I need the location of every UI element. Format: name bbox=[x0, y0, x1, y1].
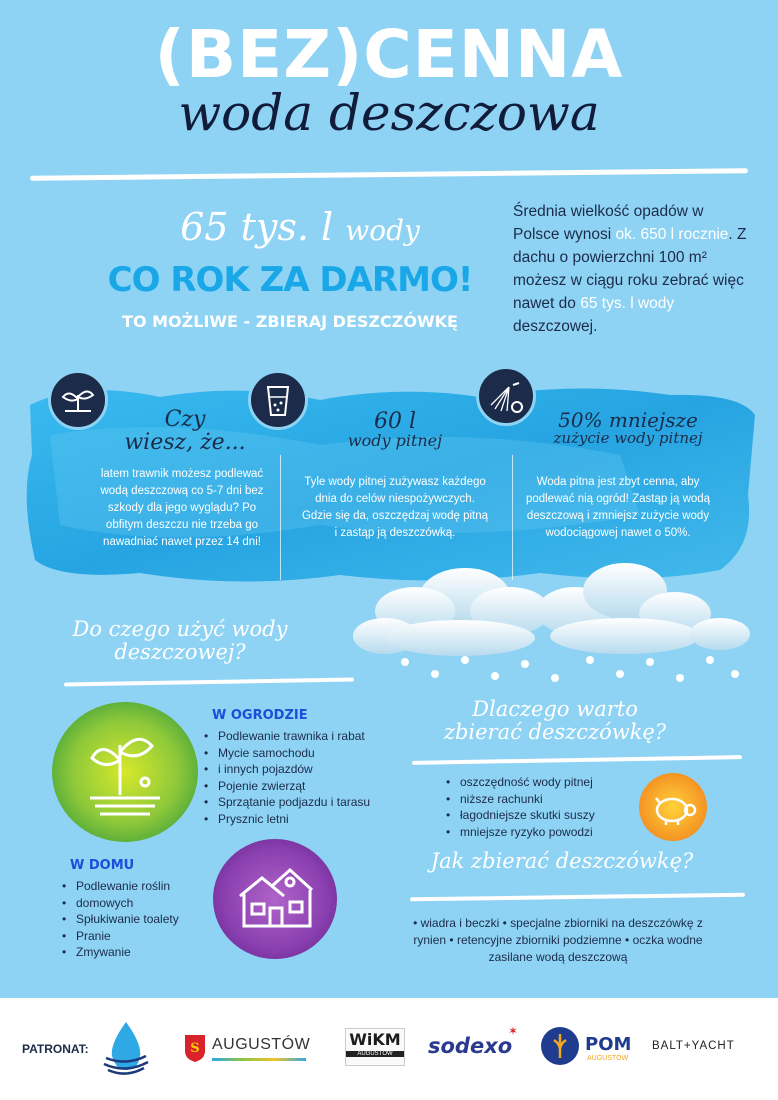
fact2-text: Tyle wody pitnej zużywasz każdego dnia do celów niespożywczych. Gdzie się da, oszczędzaj wodę pitną i zastąp ją deszczówką. bbox=[301, 476, 489, 539]
hero-amount-small: wody bbox=[345, 214, 420, 247]
logo-pom-sub: AUGUSTÓW bbox=[587, 1055, 629, 1062]
plant-icon bbox=[51, 373, 105, 427]
hero-headline: CO ROK ZA DARMO! bbox=[107, 260, 473, 300]
usage-divider bbox=[64, 677, 354, 686]
logo-sodexo: sodexo bbox=[428, 1034, 513, 1058]
fact3-heading-line2: zużycie wody pitnej bbox=[553, 429, 703, 447]
logo-baltyacht: BALT+YACHT bbox=[652, 1040, 735, 1052]
logo-wikm bbox=[345, 1028, 405, 1066]
poster-subtitle: woda deszczowa bbox=[178, 84, 600, 142]
home-title: W DOMU bbox=[70, 858, 135, 873]
header-divider bbox=[30, 168, 748, 181]
fact2-heading-line2: wody pitnej bbox=[347, 431, 443, 451]
rainfall-highlight-2: 65 tys. l wody bbox=[580, 295, 675, 312]
list-item: • Podlewanie trawnika i rabat bbox=[204, 728, 404, 745]
fact2-heading bbox=[320, 410, 470, 450]
augustow-crest bbox=[183, 1033, 207, 1063]
water-drop-logo bbox=[100, 1018, 152, 1078]
list-item: • Pranie bbox=[62, 928, 212, 945]
how-divider bbox=[410, 893, 745, 902]
list-item: • Sprzątanie podjazdu i tarasu bbox=[204, 794, 404, 811]
list-item: • oszczędność wody pitnej bbox=[446, 774, 646, 791]
rainfall-text-2: . Z dachu o powierzchni 100 m² możesz w ciągu roku zebrać więc nawet do bbox=[513, 226, 747, 312]
list-item: • Prysznic letni bbox=[204, 811, 404, 828]
list-item: • łagodniejsze skutki suszy bbox=[446, 807, 646, 824]
poster-title: (BEZ)CENNA bbox=[154, 16, 624, 93]
patronat-label: PATRONAT: bbox=[22, 1042, 89, 1056]
rainfall-info bbox=[513, 200, 753, 338]
list-item: • mniejsze ryzyko powodzi bbox=[446, 824, 646, 841]
fact-separator-1 bbox=[280, 455, 281, 580]
why-divider bbox=[412, 755, 742, 765]
svg-text:S: S bbox=[190, 1041, 200, 1056]
fact1-heading-line1: Czy bbox=[164, 407, 206, 432]
logo-wikm-text: WiKM bbox=[349, 1030, 401, 1049]
garden-title: W OGRODZIE bbox=[212, 708, 308, 723]
usage-title: Do czego użyć wody deszczowej? bbox=[72, 617, 288, 665]
list-item: • niższe rachunki bbox=[446, 791, 646, 808]
fact-icon-sprinkler bbox=[476, 366, 536, 426]
fact-icon-plant bbox=[48, 370, 108, 430]
fact1-text: latem trawnik możesz podlewać wodą deszczową co 5-7 dni bez szkody dla jego wyglądu? Po obfitym deszczu nie trzeba go nawadniać nawet przez 14 dni! bbox=[100, 468, 264, 548]
logo-pom: POM bbox=[585, 1034, 632, 1055]
hero-subline: TO MOŻLIWE - ZBIERAJ DESZCZÓWKĘ bbox=[122, 312, 458, 331]
fact1-heading bbox=[110, 408, 260, 454]
how-title: Jak zbierać deszczówkę? bbox=[430, 849, 694, 873]
list-item: • Pojenie zwierząt bbox=[204, 778, 404, 795]
how-text: • wiadra i beczki • specjalne zbiorniki na deszczówkę z rynien • retencyjne zbiorniki podziemne • oczka wodne zasilane wodą deszczową bbox=[413, 916, 703, 964]
fact1-heading-line2: wiesz, że... bbox=[124, 430, 246, 456]
pom-logo-icon bbox=[540, 1026, 580, 1066]
fact2-heading-line1: 60 l bbox=[373, 409, 417, 434]
list-item: • i innych pojazdów bbox=[204, 761, 404, 778]
list-item: • Zmywanie bbox=[62, 944, 212, 961]
logo-wikm-sub: AUGUSTÓW bbox=[346, 1051, 404, 1057]
augustow-color-bar bbox=[212, 1058, 306, 1061]
fact-icon-glass bbox=[248, 370, 308, 430]
logo-augustow: AUGUSTÓW bbox=[212, 1036, 311, 1053]
list-item: • Podlewanie roślin bbox=[62, 878, 212, 895]
rainfall-text-3: deszczowej. bbox=[513, 318, 598, 335]
fact3-heading-line1: 50% mniejsze bbox=[558, 408, 698, 432]
fact3-heading bbox=[528, 410, 728, 447]
garden-list bbox=[204, 728, 404, 827]
sprinkler-icon bbox=[479, 369, 533, 423]
glass-icon bbox=[251, 373, 305, 427]
rainfall-text-1: Średnia wielkość opadów w Polsce wynosi bbox=[513, 203, 704, 243]
sodexo-star-icon: ✶ bbox=[508, 1024, 519, 1038]
hero-amount-big: 65 tys. l bbox=[180, 205, 334, 249]
home-list bbox=[62, 878, 212, 961]
garden-circle bbox=[50, 700, 200, 845]
home-circle bbox=[212, 838, 338, 960]
fact3-text: Woda pitna jest zbyt cenna, aby podlewać nią ogród! Zastąp ją wodą deszczową i zmniejsz zużycie wody wodociągowej nawet o 50%. bbox=[525, 476, 711, 539]
hero-amount bbox=[100, 205, 500, 249]
list-item: • Mycie samochodu bbox=[204, 745, 404, 762]
savings-circle bbox=[638, 772, 708, 842]
why-title: Dlaczego warto zbierać deszczówkę? bbox=[443, 697, 667, 745]
list-item: • domowych bbox=[62, 895, 212, 912]
rainfall-highlight-1: ok. 650 l rocznie bbox=[615, 226, 729, 243]
rain-clouds-illustration bbox=[345, 556, 765, 696]
why-list bbox=[446, 774, 646, 840]
list-item: • Spłukiwanie toalety bbox=[62, 911, 212, 928]
